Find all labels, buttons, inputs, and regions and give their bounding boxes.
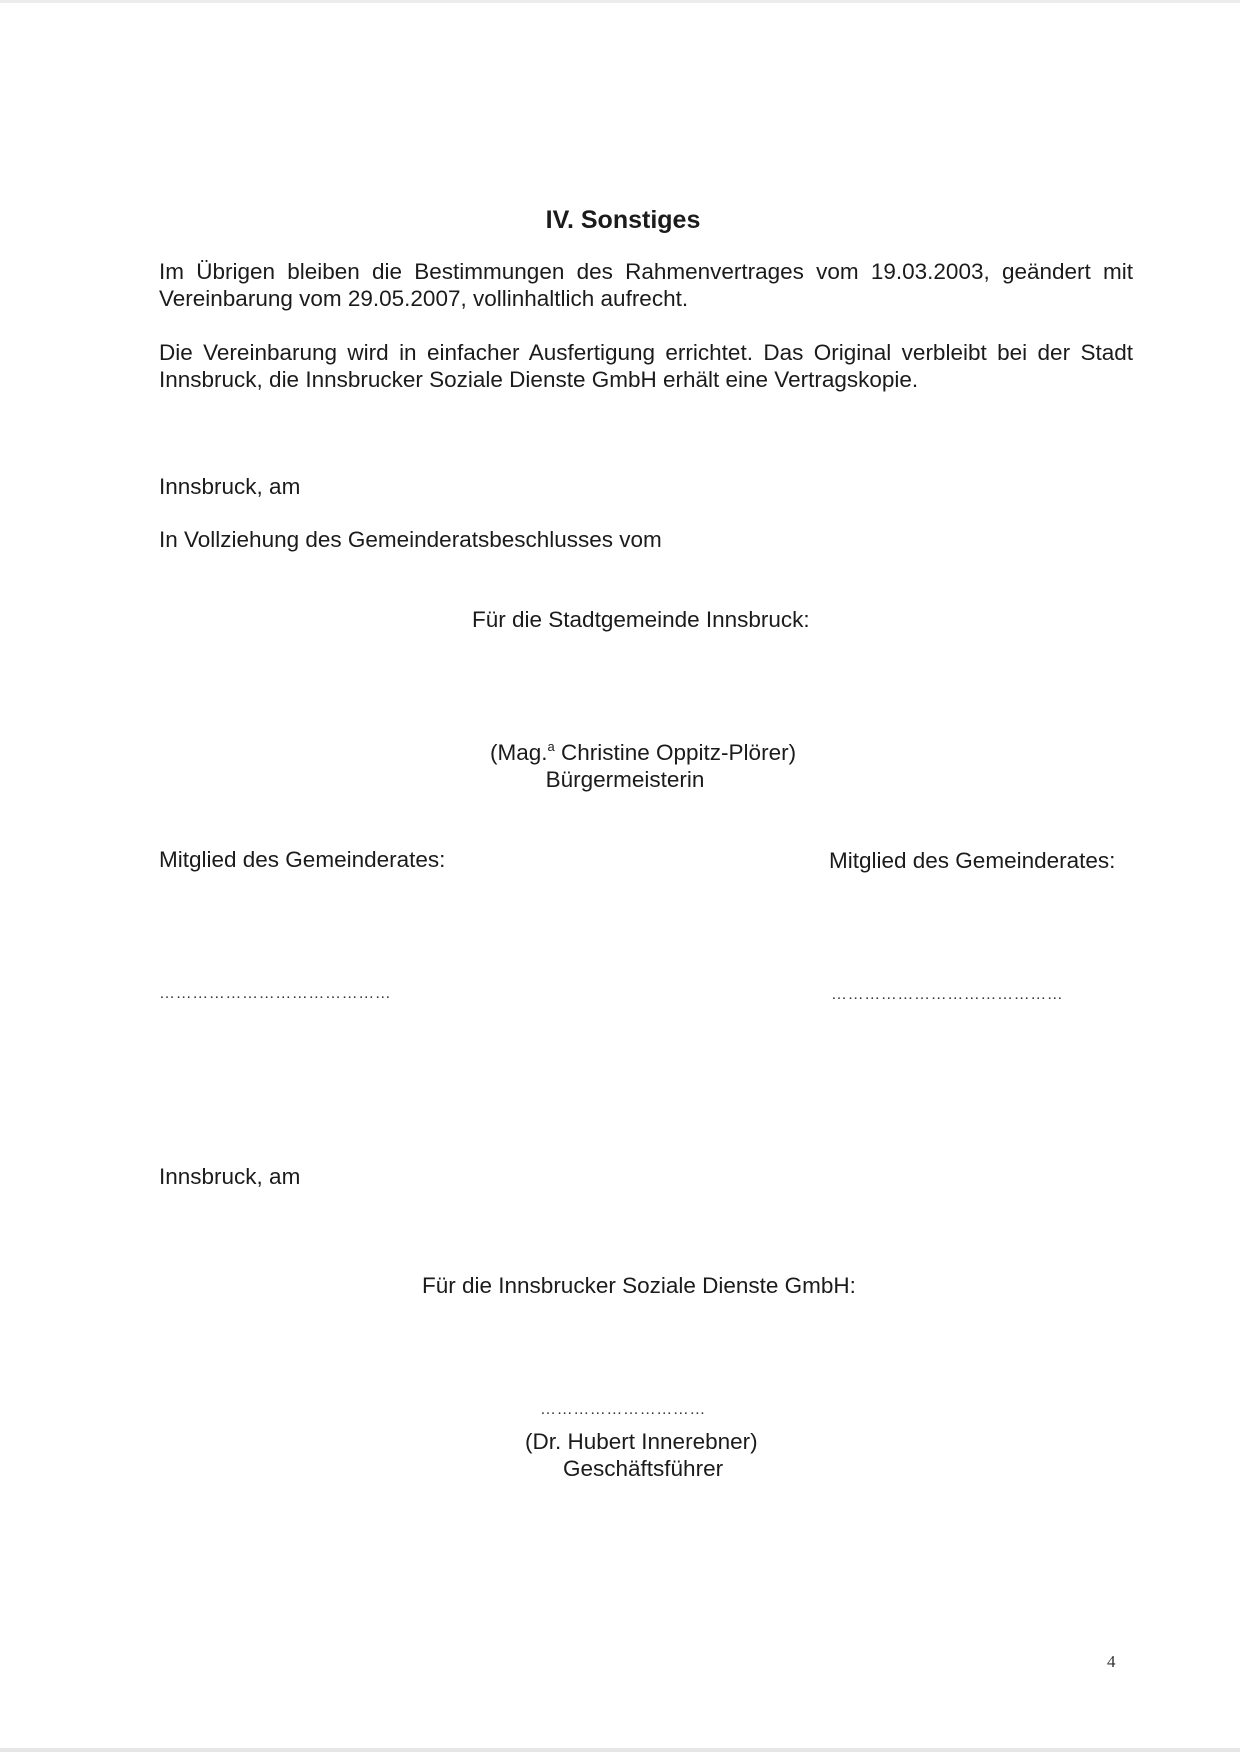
paragraph-2-line-1: Die Vereinbarung wird in einfacher Ausfertigung errichtet. Das Original verbleibt bei der Stadt bbox=[159, 340, 1133, 365]
mayor-name-rest: Christine Oppitz-Plörer) bbox=[554, 740, 797, 765]
managing-director-title: Geschäftsführer bbox=[563, 1456, 724, 1481]
signature-line-company: ………………………… bbox=[540, 1401, 706, 1418]
scan-edge-bottom bbox=[0, 1748, 1240, 1752]
signature-line-right: …………………………………… bbox=[831, 986, 1064, 1003]
mayor-title: Bürgermeisterin bbox=[545, 767, 705, 792]
signature-line-left: …………………………………… bbox=[159, 985, 392, 1002]
place-date-city: Innsbruck, am bbox=[159, 474, 301, 499]
mayor-name bbox=[490, 739, 796, 766]
place-date-company: Innsbruck, am bbox=[159, 1164, 301, 1189]
mayor-name-prefix: (Mag. bbox=[490, 740, 548, 765]
paragraph-1-line-2: Vereinbarung vom 29.05.2007, vollinhaltlich aufrecht. bbox=[159, 286, 689, 311]
paragraph-2-line-2: Innsbruck, die Innsbrucker Soziale Dienste GmbH erhält eine Vertragskopie. bbox=[159, 367, 919, 392]
city-signatory-label: Für die Stadtgemeinde Innsbruck: bbox=[472, 607, 810, 632]
council-member-right-label: Mitglied des Gemeinderates: bbox=[829, 848, 1116, 873]
section-heading: IV. Sonstiges bbox=[545, 206, 701, 234]
paragraph-1 bbox=[159, 258, 1133, 312]
scan-edge-top bbox=[0, 0, 1240, 3]
council-member-left-label: Mitglied des Gemeinderates: bbox=[159, 847, 446, 872]
managing-director-name: (Dr. Hubert Innerebner) bbox=[525, 1429, 758, 1454]
paragraph-2 bbox=[159, 339, 1133, 393]
company-signatory-label: Für die Innsbrucker Soziale Dienste GmbH: bbox=[422, 1273, 856, 1298]
mayor-name-superscript: a bbox=[547, 739, 555, 754]
paragraph-1-line-1: Im Übrigen bleiben die Bestimmungen des Rahmenvertrages vom 19.03.2003, geändert mit bbox=[159, 259, 1133, 284]
council-resolution-line: In Vollziehung des Gemeinderatsbeschlusses vom bbox=[159, 527, 662, 552]
page-number: 4 bbox=[1107, 1652, 1116, 1671]
